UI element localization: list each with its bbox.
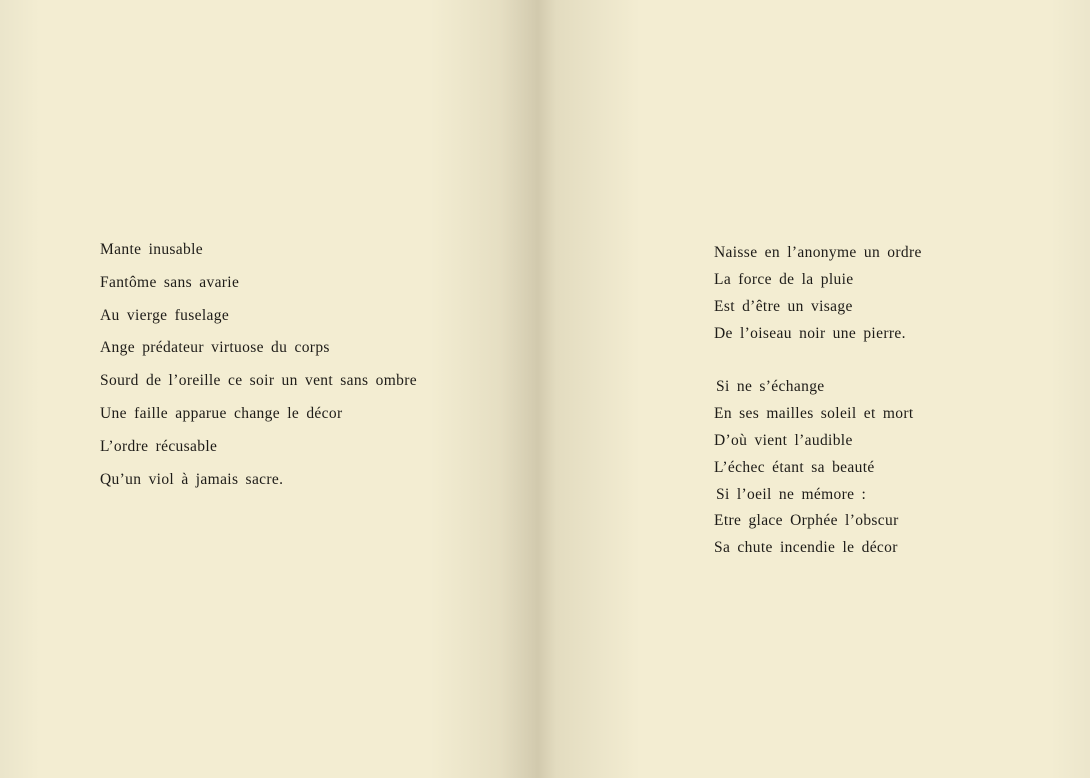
poem-line: Mante inusable (100, 241, 204, 258)
poem-line: Si ne s’échange (716, 378, 825, 395)
poem-line: Sa chute incendie le décor (714, 539, 898, 557)
poem-line: En ses mailles soleil et mort (714, 404, 914, 422)
left-poem (100, 240, 417, 502)
right-page (545, 0, 1090, 778)
right-poem-stanza-1 (714, 243, 922, 351)
poem-line: Sourd de l’oreille ce soir un vent sans ombre (100, 372, 417, 390)
poem-line: Est d’être un visage (714, 297, 853, 315)
poem-line: De l’oiseau noir une pierre. (714, 324, 906, 342)
poem-line: La force de la pluie (714, 270, 854, 288)
poem-line: L’ordre récusable (100, 437, 218, 455)
poem-line: Au vierge fuselage (100, 306, 230, 324)
poem-line: Une faille apparue change le décor (100, 404, 343, 422)
poem-line: Etre glace Orphée l’obscur (714, 512, 899, 530)
poem-line: Qu’un viol à jamais sacre. (100, 470, 284, 488)
poem-line: D’où vient l’audible (714, 431, 853, 449)
poem-line: Si l’oeil ne mémore : (716, 485, 867, 503)
poem-line: L’échec étant sa beauté (714, 458, 875, 476)
poem-line: Naisse en l’anonyme un ordre (714, 244, 922, 261)
poem-line: Ange prédateur virtuose du corps (100, 339, 330, 357)
right-poem-stanza-2 (714, 377, 914, 565)
poem-line: Fantôme sans avarie (100, 273, 240, 291)
